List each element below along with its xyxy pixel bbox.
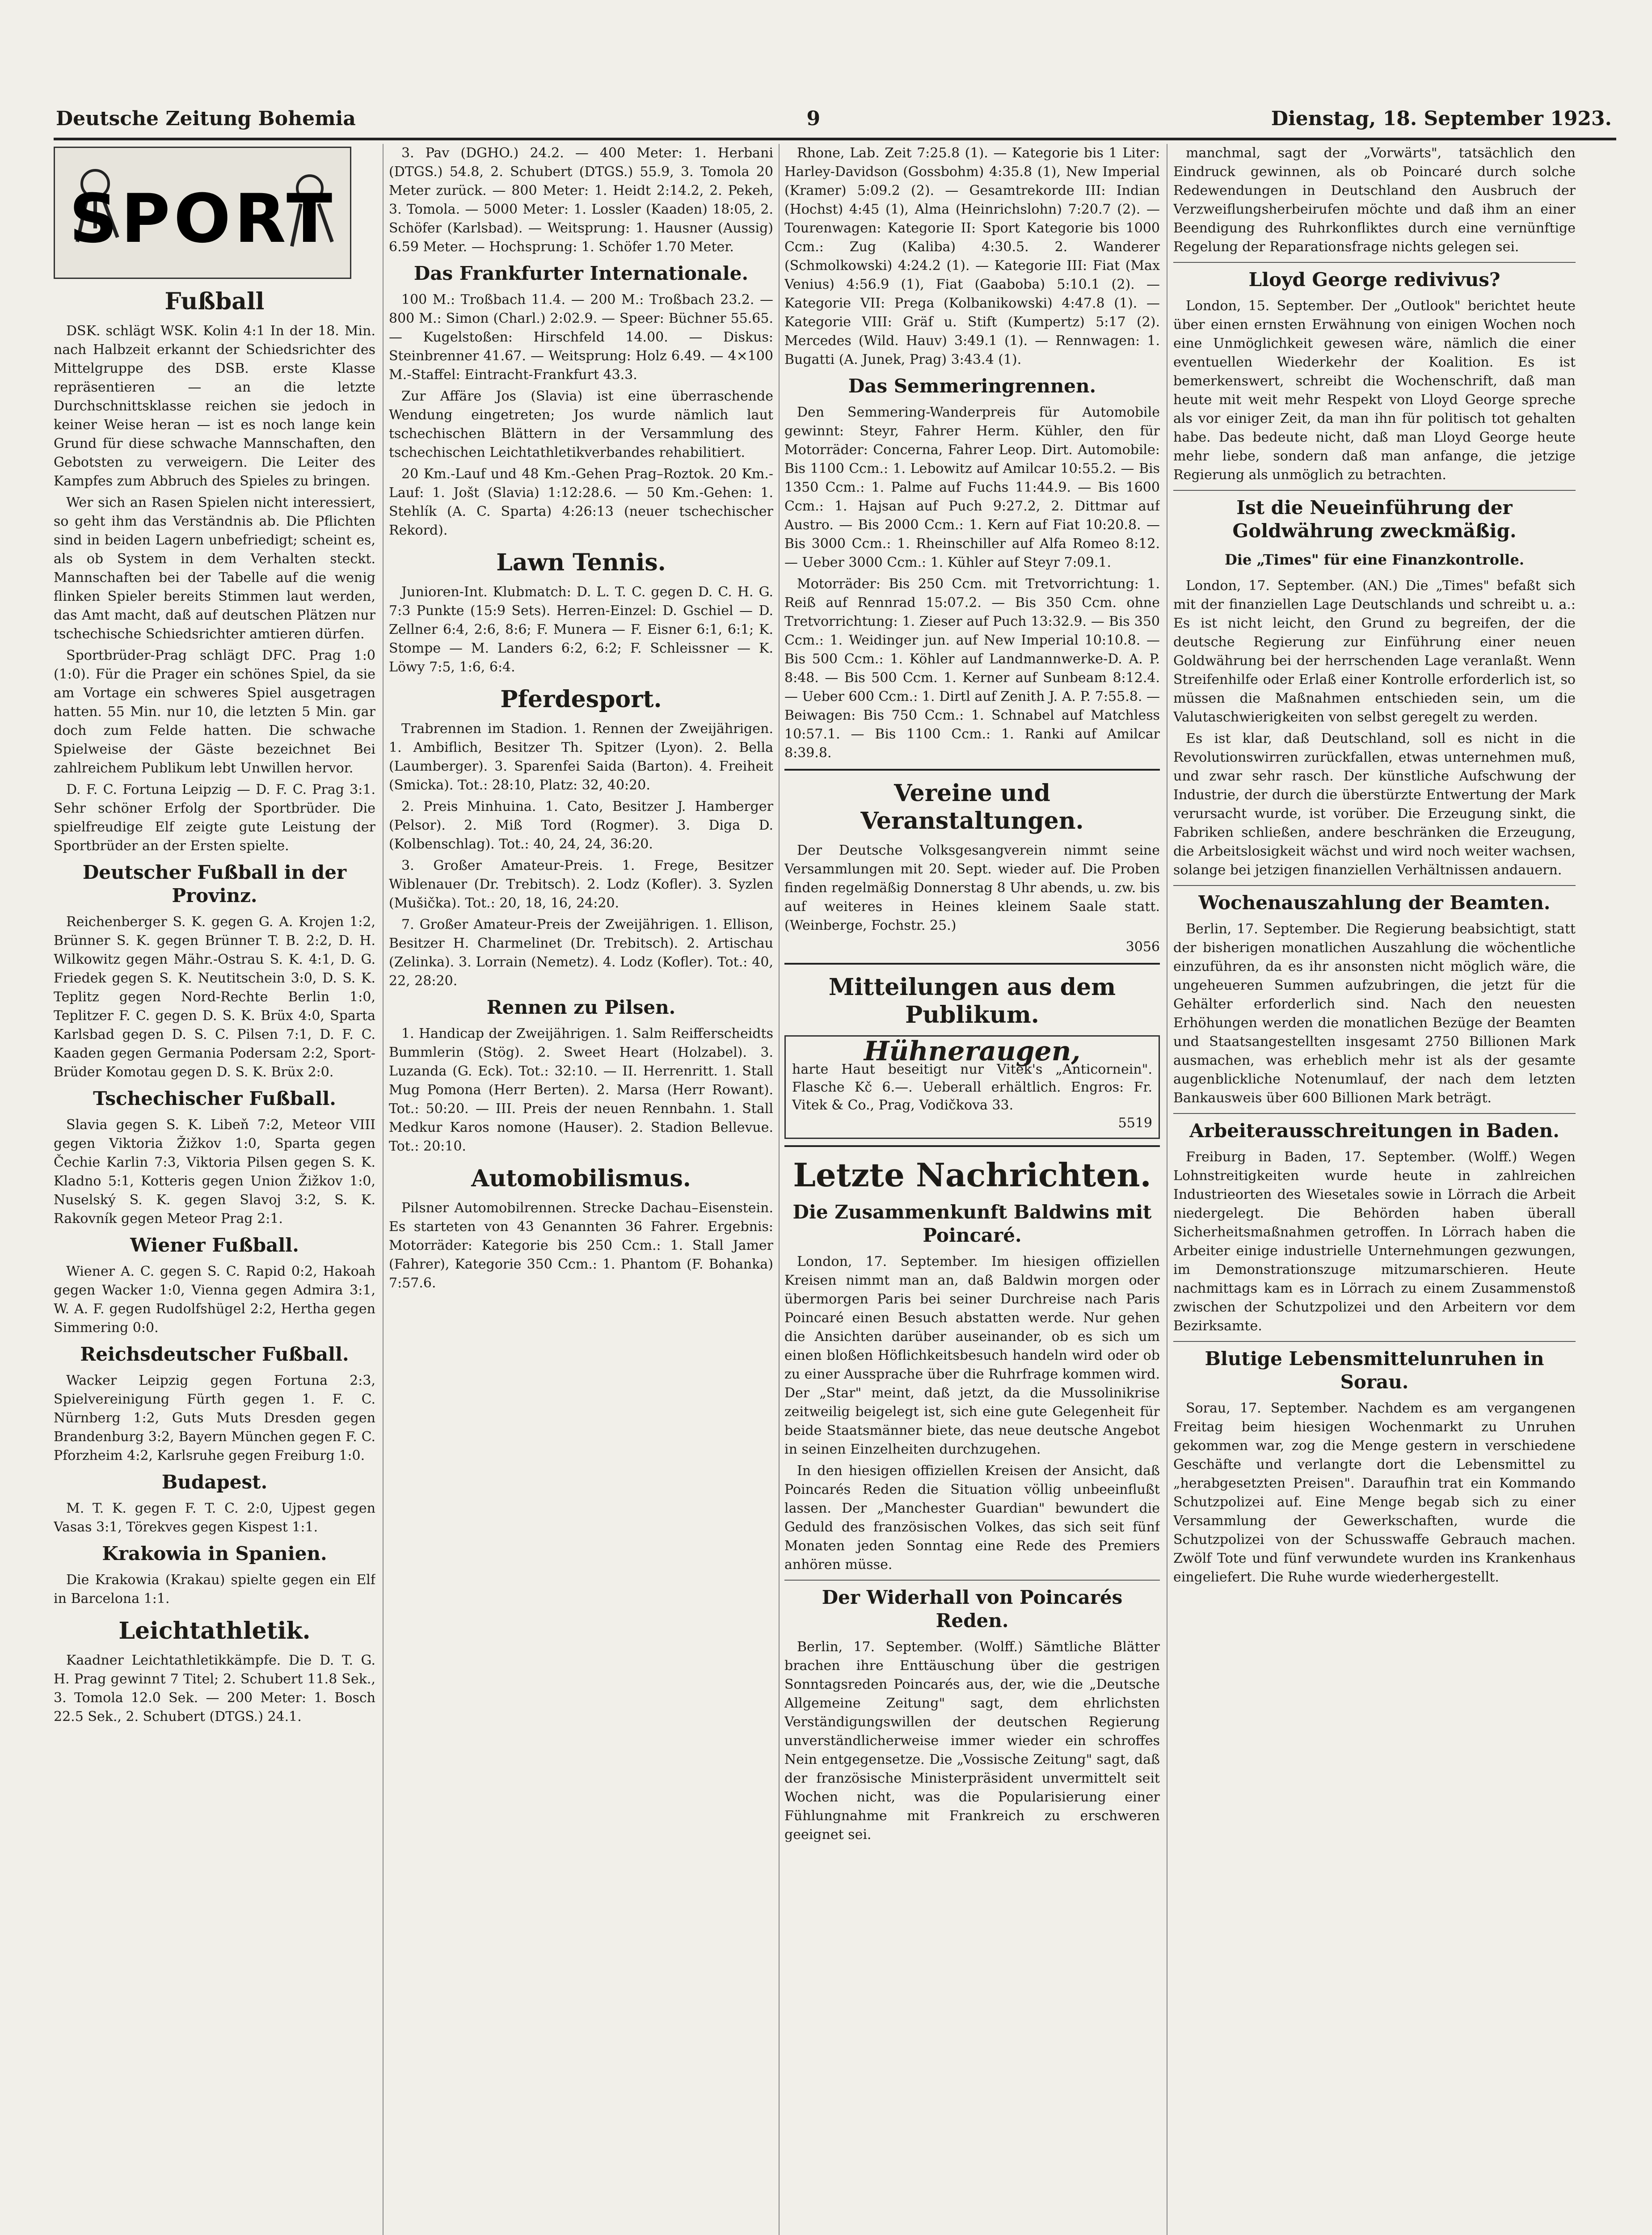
notice-number: 3056 xyxy=(1125,939,1160,955)
article-paragraph: Slavia gegen S. K. Libeň 7:2, Meteor VIII gegen Viktoria Žižkov 1:0, Sparta gegen Čechie Karlin 7:3, Viktoria Pilsen gegen S. K. Kladno 5:1, Kotteris gegen Union Žižkov 1:0, Nuselský S. K. gegen Slavoj 3:2, S. K. Rakovník gegen Meteor Prag 2:1. xyxy=(54,1117,375,1227)
section-rule xyxy=(1173,490,1576,491)
article-paragraph: manchmal, sagt der „Vorwärts", tatsächlich den Eindruck gewinnen, als ob Poincaré durch solche Redewendungen in Deutschland den Ausbruch der Verzweiflungsherbeirufen möchte und daß ihm an einer Beendigung des Ruhrkonfliktes durch eine vernünftige Regelung der Reparationsfrage nichts gelegen sei. xyxy=(1173,145,1576,255)
subheading: Ist die Neueinführung der Goldwährung zweckmäßig. xyxy=(1232,497,1517,542)
article-paragraph: Freiburg in Baden, 17. September. (Wolff.) Wegen Lohnstreitigkeiten wurde heute in zahlreichen Industrieorten des Wiesetales sowie in Lörrach die Arbeit niedergelegt. Die Behörden haben überall Sicherheitsmaßnahmen getroffen. In Lörrach haben die Arbeiter einige industrielle Unternehmungen gezwungen, im Demonstrationszuge mitzumarschieren. Heute nachmittags kam es in Lörrach zu einem Zusammenstoß zwischen der Schutzpolizei und den Arbeitern vor dem Bezirksamte. xyxy=(1173,1149,1576,1334)
subheading: Wiener Fußball. xyxy=(130,1234,299,1256)
article-paragraph: Rhone, Lab. Zeit 7:25.8 (1). — Kategorie bis 1 Liter: Harley-Davidson (Gossbohm) 4:35.8 (1), New Imperial (Kramer) 5:09.2 (2). — Gesamtrekorde III: Indian (Hochst) 4:45 (1), Alma (Heinrichslohn) 7:20.7 (2). — Tourenwagen: Kategorie II: Sport Kategorie bis 1000 Ccm.: Zug (Kaliba) 4:30.5. 2. Wanderer (Schmolkowski) 4:24.2 (1). — Kategorie III: Fiat (Max Venius) 4:56.9 (1), Fiat (Gaaboba) 5:10.1 (2). — Kategorie VII: Prega (Kolbanikowski) 4:47.8 (1). — Kategorie VIII: Gräf u. Stift (Kumpertz) 5:17 (2). Mercedes (Wild. Hauv) 3:49.1 (1). — Rennwagen: 1. Bugatti (A. Junek, Prag) 3:43.4 (1). xyxy=(784,145,1160,367)
article-paragraph: Zur Affäre Jos (Slavia) ist eine überraschende Wendung eingetreten; Jos wurde nämlich laut tschechischen Blättern in der Versammlung des tschechischen Leichtathletikverbandes rehabilitiert. xyxy=(389,388,773,460)
top-rule xyxy=(54,138,1616,140)
page-number: 9 xyxy=(806,107,821,130)
article-paragraph: D. F. C. Fortuna Leipzig — D. F. C. Prag 3:1. Sehr schöner Erfolg der Sportbrüder. Die spielfreudige Elf zeigte gute Leistung der Sportbrüder an der Ersten spielte. xyxy=(54,782,375,854)
article-paragraph: Berlin, 17. September. Die Regierung beabsichtigt, statt der bisherigen monatlichen Auszahlung die wöchentliche einzuführen, da es ihr ansonsten nicht möglich wäre, die ungeheueren Summen aufzubringen, die jetzt für die Gehälter erforderlich sind. Nach den neuesten Erhöhungen werden die monatlichen Bezüge der Beamten und Staatsangestellten insgesamt 2750 Billionen Mark ausmachen, was erheblich mehr ist als der gesamte augenblickliche Notenumlauf, der nach dem letzten Bankausweis über 600 Billionen Mark beträgt. xyxy=(1173,921,1576,1106)
column-3 xyxy=(784,144,1160,2235)
subheading: Budapest. xyxy=(161,1471,268,1493)
article-paragraph: Kaadner Leichtathletikkämpfe. Die D. T. G. H. Prag gewinnt 7 Titel; 2. Schubert 11.8 Sek., 3. Tomola 12.0 Sek. — 200 Meter: 1. Bosch 22.5 Sek., 2. Schubert (DTGS.) 24.1. xyxy=(54,1653,375,1725)
subheading: Wochenauszahlung der Beamten. xyxy=(1198,892,1551,914)
article-paragraph: M. T. K. gegen F. T. C. 2:0, Ujpest gegen Vasas 3:1, Törekves gegen Kispest 1:1. xyxy=(54,1501,375,1535)
masthead xyxy=(56,101,1612,136)
subheading: Der Widerhall von Poincarés Reden. xyxy=(822,1586,1123,1632)
section-title: Leichtathletik. xyxy=(118,1617,311,1645)
ad-title: Hühneraugen, xyxy=(864,1036,1081,1067)
sport-illustration-icon xyxy=(59,152,346,273)
sport-logo-text: SPORT xyxy=(69,180,336,258)
article-paragraph: Berlin, 17. September. (Wolff.) Sämtliche Blätter brachen ihre Enttäuschung über die gestrigen Sonntagsreden Poincarés aus, der, wie die „Deutsche Allgemeine Zeitung" sagt, dem ehrlichsten Verständigungswillen der deutschen Regierung unverständlicherweise immer wieder ein schroffes Nein entgegensetze. Die „Vossische Zeitung" sagt, daß der französische Ministerpräsident unvermittelt seit Wochen nicht, was die Popularisierung einer Fühlungnahme mit Frankreich zu erschweren geeignet sei. xyxy=(784,1639,1160,1843)
article-paragraph: Der Deutsche Volksgesangverein nimmt seine Versammlungen mit 20. Sept. wieder auf. Die Proben finden regelmäßig Donnerstag 8 Uhr abends, u. zw. bis auf weiteres in Heines kleinem Saale statt. (Weinberge, Fochstr. 25.) xyxy=(784,843,1160,933)
section-rule xyxy=(1173,885,1576,886)
main-heading: Letzte Nachrichten. xyxy=(793,1156,1151,1194)
advertisement xyxy=(784,1035,1160,1139)
sport-logo xyxy=(54,147,351,279)
section-rule xyxy=(784,963,1160,965)
column-1 xyxy=(54,144,375,2235)
article-paragraph: Wiener A. C. gegen S. C. Rapid 0:2, Hakoah gegen Wacker 1:0, Vienna gegen Admira 3:1, W. A. F. gegen Rudolfshügel 2:2, Hertha gegen Simmering 0:0. xyxy=(54,1264,375,1336)
section-rule xyxy=(784,1145,1160,1147)
article-paragraph: Motorräder: Bis 250 Ccm. mit Tretvorrichtung: 1. Reiß auf Rennrad 15:07.2. — Bis 350 Ccm. ohne Tretvorrichtung: 1. Zieser auf Puch 13:32.9. — Bis 350 Ccm.: 1. Weidinger jun. auf New Imperial 10:10.8. — Bis 500 Ccm.: 1. Köhler auf Landmannwerke-D. A. P. 8:48. — Bis 500 Ccm. 1. Kerner auf Sunbeam 8:12.4. — Ueber 600 Ccm.: 1. Dirtl auf Zenith J. A. P. 7:55.8. — Beiwagen: Bis 750 Ccm.: 1. Schnabel auf Matchless 10:57.1. — Bis 1100 Ccm.: 1. Ranki auf Amilcar 8:39.8. xyxy=(784,576,1160,761)
article-paragraph: Wer sich an Rasen Spielen nicht interessiert, so geht ihm das Verständnis ab. Die Pflichten sind in beiden Lagern unbefriedigt; scheint es, als ob System in dem Verhalten steckt. Mannschaften bei der Tabelle auf die wenig flinken Spieler bereits Stimmen laut werden, das Amt macht, daß auf deutschen Plätzen nur tschechische Schiedsrichter amtieren dürfen. xyxy=(54,495,375,642)
article-paragraph: 3. Großer Amateur-Preis. 1. Frege, Besitzer Wiblenauer (Dr. Trebitsch). 2. Lodz (Kofler). 3. Syzlen (Mušička). Tot.: 20, 18, 16, 24:20. xyxy=(389,858,773,911)
section-title: Automobilismus. xyxy=(471,1165,691,1192)
subheading: Deutscher Fußball in der Provinz. xyxy=(82,861,347,907)
article-paragraph: Pilsner Automobilrennen. Strecke Dachau–Eisenstein. Es starteten von 43 Genannten 36 Fahrer. Ergebnis: Motorräder: Kategorie bis 250 Ccm.: 1. Stall Jamer (Fahrer), Kategorie 350 Ccm.: 1. Phantom (F. Bohanka) 7:57.6. xyxy=(389,1200,773,1291)
article-paragraph: In den hiesigen offiziellen Kreisen der Ansicht, daß Poincarés Reden die Situation völlig unbeeinflußt lassen. Der „Manchester Guardian" bewundert die Geduld des französischen Volkes, das sich seit fünf Monaten jeden Sonntag eine Rede des Premiers anhören müsse. xyxy=(784,1463,1160,1573)
article-paragraph: 1. Handicap der Zweijährigen. 1. Salm Reifferscheidts Bummlerin (Stög). 2. Sweet Heart (Holzabel). 3. Luzanda (G. Eck). Tot.: 32:10. — II. Herrenritt. 1. Stall Mug Pomona (Herr Berten). 2. Marsa (Herr Rowant). Tot.: 50:20. — III. Preis der neuen Rennbahn. 1. Stall Medkur Karos nomone (Hauser). 2. Stadion Bellevue. Tot.: 20:10. xyxy=(389,1026,773,1154)
article-paragraph: Den Semmering-Wanderpreis für Automobile gewinnt: Steyr, Fahrer Herm. Kühler, den für Motorräder: Concerna, Fahrer Leop. Dirt. Automobile: Bis 1100 Ccm.: 1. Lebowitz auf Amilcar 10:55.2. — Bis 1350 Ccm.: 1. Palme auf Fuchs 11:44.9. — Bis 1600 Ccm.: 1. Hajsan auf Puch 9:27.2, 2. Dittmar auf Austro. — Bis 2000 Ccm.: 1. Kern auf Fiat 10:20.8. — Bis 3000 Ccm.: 1. Rheinschiller auf Alfa Romeo 8:12. — Ueber 3000 Ccm.: 1. Kühler auf Steyr 7:09.1. xyxy=(784,405,1160,570)
column-4 xyxy=(1173,144,1576,2235)
subheading: Lloyd George redivivus? xyxy=(1248,269,1500,291)
subheading: Arbeiterausschreitungen in Baden. xyxy=(1189,1120,1559,1142)
subheading: Blutige Lebensmittelunruhen in Sorau. xyxy=(1205,1348,1544,1393)
subheading: Tschechischer Fußball. xyxy=(93,1088,336,1109)
column-rule xyxy=(383,144,384,2235)
article-paragraph: DSK. schlägt WSK. Kolin 4:1 In der 18. Min. nach Halbzeit erkannt der Schiedsrichter des Mittelgruppe des DSB. erste Klasse repräsentieren — an die letzte Durchschnittsklasse reichen sie jedoch in keiner Weise heran — ist es noch lange kein Grund für diese schwache Mannschaften, den Gebotsten zu verweigern. Die Leiter des Kampfes zum Abbruch des Spieles zu bringen. xyxy=(54,323,375,489)
subheading: Die Zusammenkunft Baldwins mit Poincaré. xyxy=(792,1201,1152,1246)
section-rule xyxy=(1173,262,1576,263)
section-rule xyxy=(1173,1113,1576,1114)
subheading: Die „Times" für eine Finanzkontrolle. xyxy=(1225,551,1524,568)
column-2 xyxy=(389,144,773,2235)
article-paragraph: Wacker Leipzig gegen Fortuna 2:3, Spielvereinigung Fürth gegen 1. F. C. Nürnberg 1:2, Guts Muts Dresden gegen Brandenburg 3:2, Bayern München gegen F. C. Pforzheim 4:2, Karlsruhe gegen Freiburg 1:0. xyxy=(54,1373,375,1463)
article-paragraph: 2. Preis Minhuina. 1. Cato, Besitzer J. Hamberger (Pelsor). 2. Miß Tord (Rogmer). 3. Diga D. (Kolbenschlag). Tot.: 40, 24, 24, 36:20. xyxy=(389,799,773,852)
article-paragraph: 20 Km.-Lauf und 48 Km.-Gehen Prag–Roztok. 20 Km.-Lauf: 1. Jošt (Slavia) 1:12:28.6. — 50 Km.-Gehen: 1. Stehlík (A. C. Sparta) 4:26:13 (neuer tschechischer Rekord). xyxy=(389,466,773,538)
masthead-title: Deutsche Zeitung Bohemia xyxy=(56,107,356,130)
ad-text: harte Haut beseitigt nur Vitek's „Anticornein". Flasche Kč 6.—. Ueberall erhältlich. Engros: Fr. Vitek & Co., Prag, Vodičkova 33. xyxy=(792,1062,1152,1113)
subheading: Krakowia in Spanien. xyxy=(102,1543,327,1564)
article-paragraph: Es ist klar, daß Deutschland, soll es nicht in die Revolutionswirren zurückfallen, etwas unternehmen muß, und zwar sehr rasch. Der künstliche Aufschwung der Industrie, der durch die überstürzte Entwertung der Mark verursacht wurde, ist vorüber. Die Erzeugung sinkt, die Fabriken schließen, andere beschränken die Erzeugung, die Arbeitslosigkeit wächst und wird noch weiter wachsen, solange bei jetzigen finanziellen Verhältnissen andauern. xyxy=(1173,731,1576,878)
article-paragraph: London, 15. September. Der „Outlook" berichtet heute über einen ernsten Erwähnung von einigen Wochen noch eine Unmöglichkeit gewesen wäre, nämlich die einer eventuellen Wiederkehr der Koalition. Es ist bemerkenswert, schreibt die Wochenschrift, daß man heute mit weit mehr Respekt von Lloyd George spreche als vor einiger Zeit, da man ihn für politisch tot gehalten habe. Das bedeute nicht, daß man Lloyd George heute mehr liebe, sondern daß man anfange, die jetzige Regierung als unmöglich zu betrachten. xyxy=(1173,298,1576,483)
section-rule xyxy=(1173,1341,1576,1342)
section-title: Lawn Tennis. xyxy=(496,549,666,576)
section-rule xyxy=(784,1580,1160,1581)
article-paragraph: 100 M.: Troßbach 11.4. — 200 M.: Troßbach 23.2. — 800 M.: Simon (Charl.) 2:02.9. — Speer: Büchner 55.65. — Kugelstoßen: Hirschfeld 14.00. — Diskus: Steinbrenner 41.67. — Weitsprung: Holz 6.49. — 4×100 M.-Staffel: Eintracht-Frankfurt 43.3. xyxy=(389,292,773,383)
subheading: Rennen zu Pilsen. xyxy=(486,996,676,1018)
section-title: Fußball xyxy=(164,288,265,315)
article-paragraph: 3. Pav (DGHO.) 24.2. — 400 Meter: 1. Herbani (DTGS.) 54.8, 2. Schubert (DTGS.) 55.9, 3. Tomola 20 Meter zurück. — 800 Meter: 1. Heidt 2:14.2, 2. Pekeh, 3. Tomola. — 5000 Meter: 1. Lossler (Kaaden) 18:05, 2. Schöfer (Karlsbad). — Weitsprung: 1. Hausner (Aussig) 6.59 Meter. — Hochsprung: 1. Schöfer 1.70 Meter. xyxy=(389,145,773,255)
article-paragraph: London, 17. September. Im hiesigen offiziellen Kreisen nimmt man an, daß Baldwin morgen oder übermorgen Paris bei seiner Durchreise nach Paris Poincaré einen Besuch abstatten werde. Nur gehen die Ansichten darüber auseinander, ob es sich um einen bloßen Höflichkeitsbesuch handeln wird oder ob zu einer Aussprache über die Ruhrfrage kommen wird. Der „Star" meint, daß jetzt, da die Mussolinikrise zeitweilig beigelegt ist, sich eine gute Gelegenheit für beide Staatsmänner biete, das neue deutsche Angebot in seinen Einzelheiten durchzugehen. xyxy=(784,1254,1160,1457)
subheading: Reichsdeutscher Fußball. xyxy=(80,1343,349,1365)
article-paragraph: 7. Großer Amateur-Preis der Zweijährigen. 1. Ellison, Besitzer H. Charmelinet (Dr. Trebitsch). 2. Artischau (Zelinka). 3. Lorrain (Nemetz). 4. Lodz (Kofler). Tot.: 40, 22, 28:20. xyxy=(389,917,773,989)
section-rule xyxy=(784,769,1160,771)
masthead-date: Dienstag, 18. September 1923. xyxy=(1271,107,1612,130)
section-title: Pferdesport. xyxy=(500,686,662,713)
article-paragraph: Junioren-Int. Klubmatch: D. L. T. C. gegen D. C. H. G. 7:3 Punkte (15:9 Sets). Herren-Einzel: D. Gschiel — D. Zellner 6:4, 2:6, 8:6; F. Munera — F. Eisner 6:1, 6:1; K. Stompe — M. Landers 6:2, 6:2; F. Schleissner — K. Löwy 7:5, 1:6, 6:4. xyxy=(389,584,773,675)
article-paragraph: Reichenberger S. K. gegen G. A. Krojen 1:2, Brünner S. K. gegen Brünner T. B. 2:2, D. H. Wilkowitz gegen Mähr.-Ostrau S. K. 4:1, D. G. Friedek gegen S. K. Neutitschein 3:0, D. S. K. Teplitz gegen Nord-Rechte Berlin 1:0, Teplitzer F. C. gegen D. S. K. Brüx 4:0, Sparta Karlsbad gegen D. S. C. Pilsen 7:1, D. F. C. Kaaden gegen Germania Podersam 2:2, Sport-Brüder Komotau gegen D. S. K. Brüx 2:0. xyxy=(54,914,375,1080)
article-paragraph: London, 17. September. (AN.) Die „Times" befaßt sich mit der finanziellen Lage Deutschlands und schreibt u. a.: Es ist nicht leicht, den Grund zu begreifen, der die deutsche Regierung zur Einführung einer neuen Goldwährung bei der herrschenden Lage veranlaßt. Wenn Streifenhilfe oder Erlaß einer Kontrolle erforderlich ist, so müssen die Maßnahmen entschieden sein, um die Valutaschwierigkeiten von selbst geregelt zu werden. xyxy=(1173,578,1576,725)
ad-number: 5519 xyxy=(1118,1115,1152,1131)
section-title: Mitteilungen aus dem Publikum. xyxy=(828,974,1116,1029)
article-paragraph: Sorau, 17. September. Nachdem es am vergangenen Freitag beim hiesigen Wochenmarkt zu Unruhen gekommen war, zog die Menge gestern in verschiedene Geschäfte und verlangte dort die Lebensmittel zu „herabgesetzten Preisen". Daraufhin trat ein Kommando Schutzpolizei auf. Eine Menge begab sich zu einer Versammlung der Gewerkschaften, wurde die Schutzpolizei von der Schusswaffe Gebrauch machen. Zwölf Tote und fünf verwundete wurden ins Krankenhaus eingeliefert. Die Ruhe wurde wiederhergestellt. xyxy=(1173,1400,1576,1585)
article-paragraph: Trabrennen im Stadion. 1. Rennen der Zweijährigen. 1. Ambiflich, Besitzer Th. Spitzer (Lyon). 2. Bella (Laumberger). 3. Sparenfei Saida (Barton). 4. Freiheit (Smicka). Tot.: 28:10, Platz: 32, 40:20. xyxy=(389,721,773,793)
subheading: Das Semmeringrennen. xyxy=(848,375,1096,397)
article-paragraph: Die Krakowia (Krakau) spielte gegen ein Elf in Barcelona 1:1. xyxy=(54,1572,375,1607)
article-paragraph: Sportbrüder-Prag schlägt DFC. Prag 1:0 (1:0). Für die Prager ein schönes Spiel, da sie am Vortage ein schweres Spiel ausgetragen hatten. 55 Min. nur 10, die letzten 5 Min. gar doch zum Felde hatten. Die schwache Spielweise der Gäste bezeichnet Bei zahlreichem Publikum lebt Unwillen hervor. xyxy=(54,648,375,776)
section-title: Vereine und Veranstaltungen. xyxy=(860,780,1084,835)
subheading: Das Frankfurter Internationale. xyxy=(413,262,749,284)
column-rule xyxy=(779,144,780,2235)
